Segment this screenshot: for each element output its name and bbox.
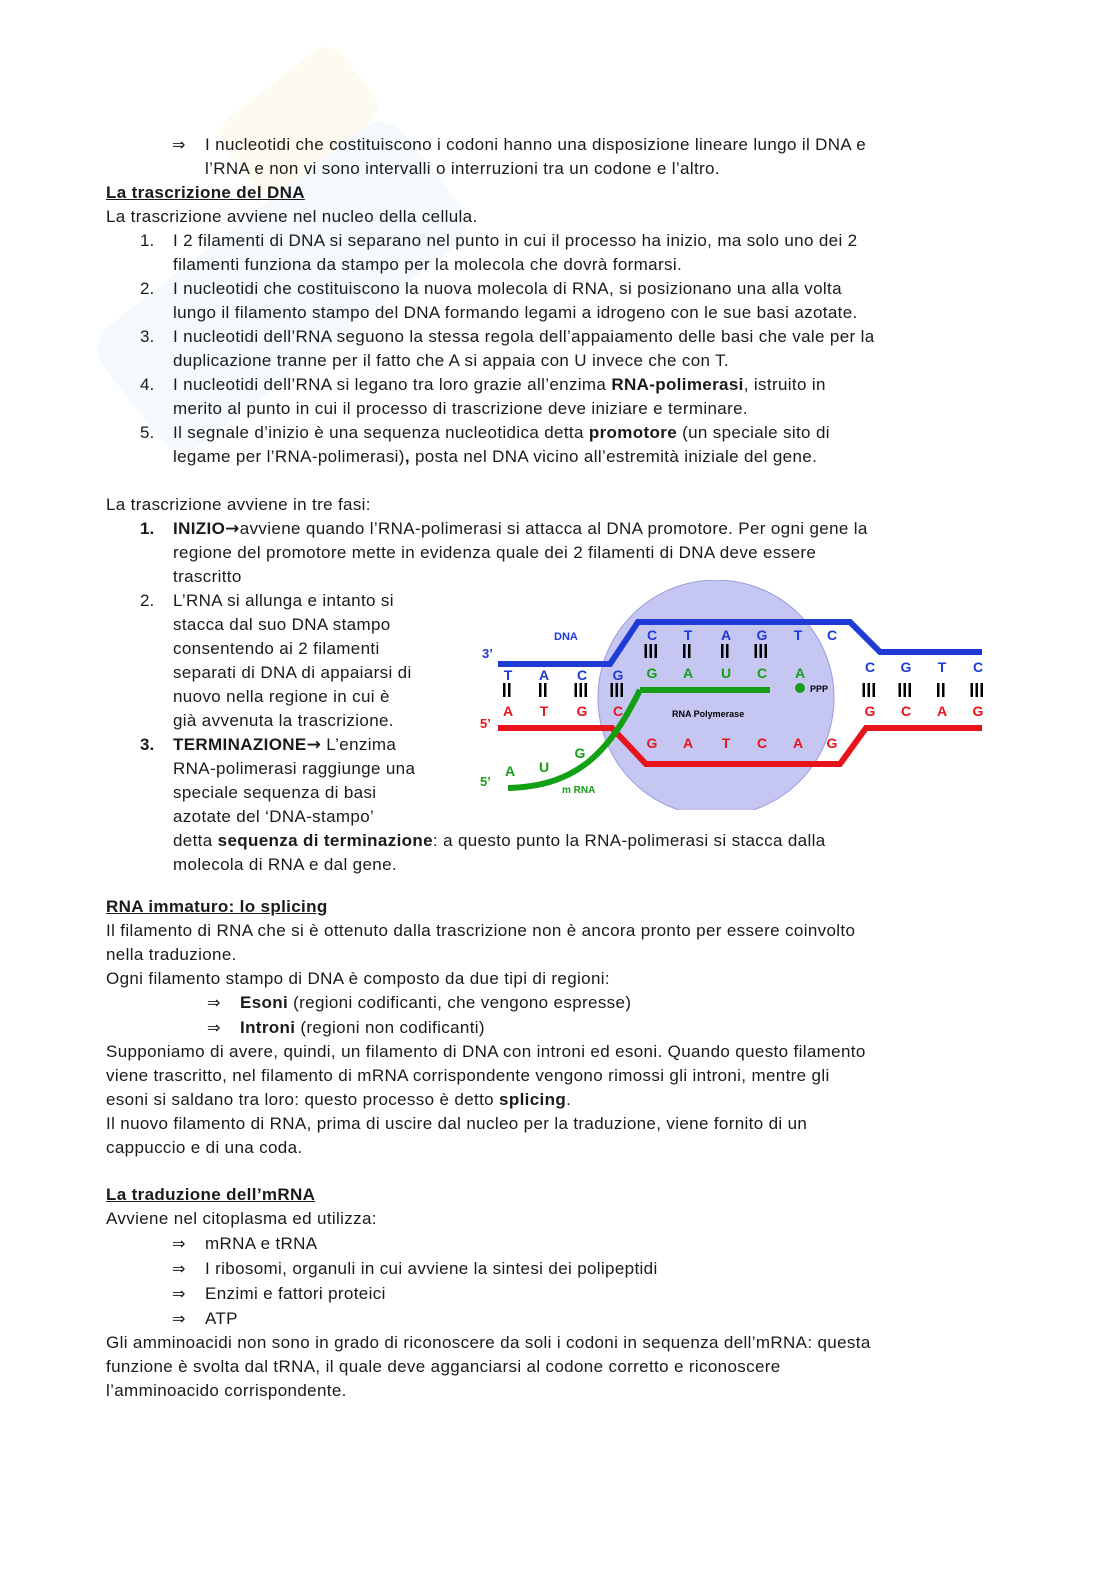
step-number: 4. [140,375,155,394]
base-letter: A [502,703,514,719]
section-heading-transcription: La trascrizione del DNA [106,183,305,202]
phase-2-line: consentendo ai 2 filamenti [173,639,380,658]
section-heading-translation: La traduzione dell’mRNA [106,1185,316,1204]
phase-1-line-1: INIZIO→avviene quando l’RNA-polimerasi si attacca al DNA promotore. Per ogni gene la [173,519,868,539]
translation-p-line-2: funzione è svolta dal tRNA, il quale deve agganciarsi al codone corretto e riconoscere [106,1357,781,1376]
step-3-line-2: duplicazione tranne per il fatto che A si appaia con U invece che con T. [173,351,730,370]
phase-2-line: stacca dal suo DNA stampo [173,615,391,634]
base-pair-bars [611,683,624,697]
ppp-label: PPP [810,684,829,694]
step-5-line-2: legame per l’RNA-polimerasi), posta nel DNA vicino all’estremità iniziale del gene. [173,447,818,466]
phase-2-line: separati di DNA di appaiarsi di [173,663,412,682]
base-letter: T [793,627,803,643]
phase-3-line-final: molecola di RNA e dal gene. [173,855,397,874]
step-3-line-1: I nucleotidi dell’RNA seguono la stessa regola dell’appaiamento delle basi che vale per la [173,327,875,346]
base-letter: G [826,735,838,751]
step-number: 2. [140,279,155,298]
base-pair-bars [539,683,547,697]
base-letter: C [972,659,984,675]
translation-item: ATP [205,1309,238,1328]
base-pair-bars [971,683,984,697]
base-pair-bars [503,683,511,697]
base-letter: G [972,703,984,719]
polymerase-label: RNA Polymerase [672,709,745,719]
base-letter: G [646,735,658,751]
step-5-line-1: Il segnale d’inizio è una sequenza nucleotidica detta promotore (un speciale sito di [173,423,830,442]
polymerase-bubble [598,580,834,810]
splicing-p1-line-1: Il filamento di RNA che si è ottenuto dalla trascrizione non è ancora pronto per essere coinvolto [106,921,856,940]
base-letter: A [794,665,806,681]
splicing-p2: Ogni filamento stampo di DNA è composto da due tipi di regioni: [106,969,610,988]
splicing-p4-line-1: Il nuovo filamento di RNA, prima di uscire dal nucleo per la traduzione, viene fornito di un [106,1114,808,1133]
base-letter: G [756,627,768,643]
base-letter: G [646,665,658,681]
base-letter: C [646,627,658,643]
end-3-label: 3’ [482,646,493,661]
translation-p-line-3: l’amminoacido corrispondente. [106,1381,347,1400]
arrow-bullet-icon: ⇒ [172,1259,186,1278]
base-letter: T [721,735,731,751]
splicing-item-introni: Introni (regioni non codificanti) [240,1018,485,1037]
intro-line-2: l’RNA e non vi sono intervalli o interruzioni tra un codone e l’altro. [205,159,720,178]
transcription-intro: La trascrizione avviene nel nucleo della cellula. [106,207,478,226]
step-4-line-1: I nucleotidi dell’RNA si legano tra loro grazie all’enzima RNA-polimerasi, istruito in [173,375,826,394]
arrow-bullet-icon: ⇒ [207,993,221,1012]
base-letter: C [826,627,838,643]
base-letter: T [937,659,947,675]
phase-2-line: già avvenuta la trascrizione. [173,711,394,730]
mrna-label: m RNA [562,785,596,796]
phase-number: 3. [140,735,155,754]
base-letter: A [538,667,550,683]
arrow-bullet-icon: ⇒ [172,1284,186,1303]
base-letter: A [504,763,516,779]
section-heading-splicing: RNA immaturo: lo splicing [106,897,328,916]
step-number: 3. [140,327,155,346]
base-letter: A [792,735,804,751]
translation-intro: Avviene nel citoplasma ed utilizza: [106,1209,377,1228]
right-arrow-icon: → [306,735,322,755]
base-pair-bars [937,683,945,697]
splicing-p3-line-2: viene trascritto, nel filamento di mRNA corrispondente vengono rimossi gli introni, mentre gli [106,1066,830,1085]
step-4-line-2: merito al punto in cui il processo di trascrizione deve iniziare e terminare. [173,399,748,418]
step-2-line-2: lungo il filamento stampo del DNA formando legami a idrogeno con le sue basi azotate. [173,303,858,322]
base-letter: C [756,735,768,751]
phase-3-line: speciale sequenza di basi [173,783,377,802]
base-letter: C [576,667,588,683]
splicing-p3-line-1: Supponiamo di avere, quindi, un filamento di DNA con introni ed esoni. Quando questo filamento [106,1042,866,1061]
base-letter: G [574,745,586,761]
base-letter: C [612,703,624,719]
step-number: 5. [140,423,155,442]
base-pair-bars [755,644,768,658]
base-pair-bars [899,683,912,697]
base-letter: G [576,703,588,719]
base-pair-bars [575,683,588,697]
base-pair-bars [863,683,876,697]
splicing-p3-line-3: esoni si saldano tra loro: questo processo è detto splicing. [106,1090,572,1109]
phase-2-line: L’RNA si allunga e intanto si [173,591,394,610]
base-letter: U [720,665,732,681]
base-letter: G [864,703,876,719]
base-letter: G [900,659,912,675]
base-letter: C [756,665,768,681]
step-2-line-1: I nucleotidi che costituiscono la nuova molecola di RNA, si posizionano una alla volta [173,279,842,298]
phase-2-line: nuovo nella regione in cui è [173,687,390,706]
base-letter: C [900,703,912,719]
translation-item: Enzimi e fattori proteici [205,1284,386,1303]
splicing-p4-line-2: cappuccio e di una coda. [106,1138,303,1157]
right-arrow-icon: → [225,519,240,539]
step-number: 1. [140,231,155,250]
arrow-bullet-icon: ⇒ [172,1309,186,1328]
phase-number: 2. [140,591,155,610]
base-letter: U [538,759,550,775]
end-5-label: 5’ [480,774,491,789]
arrow-bullet-icon: ⇒ [172,135,186,154]
arrow-bullet-icon: ⇒ [207,1018,221,1037]
base-letter: T [503,667,513,683]
phase-number: 1. [140,519,155,538]
end-5-label: 5’ [480,716,491,731]
translation-item: mRNA e tRNA [205,1234,318,1253]
phase-3-line-1: TERMINAZIONE→ L’enzima [173,735,397,755]
arrow-bullet-icon: ⇒ [172,1234,186,1253]
base-letter: T [683,627,693,643]
base-letter: A [682,665,694,681]
translation-p-line-1: Gli amminoacidi non sono in grado di riconoscere da soli i codoni in sequenza dell’mRNA: questa [106,1333,871,1352]
base-letter: G [612,667,624,683]
translation-item: I ribosomi, organuli in cui avviene la sintesi dei polipeptidi [205,1259,658,1278]
base-letter: A [682,735,694,751]
transcription-diagram [470,580,1000,810]
base-letter: C [864,659,876,675]
base-letter: T [539,703,549,719]
phase-1-line-3: trascritto [173,567,242,586]
phase-3-line-last: detta sequenza di terminazione: a questo punto la RNA-polimerasi si stacca dalla [173,831,826,850]
splicing-item-esoni: Esoni (regioni codificanti, che vengono espresse) [240,993,632,1012]
splicing-p1-line-2: nella traduzione. [106,945,237,964]
phase-3-line: RNA-polimerasi raggiunge una [173,759,416,778]
ppp-dot [795,683,805,693]
base-letter: A [936,703,948,719]
phase-1-line-2: regione del promotore mette in evidenza quale dei 2 filamenti di DNA deve essere [173,543,817,562]
phases-intro: La trascrizione avviene in tre fasi: [106,495,371,514]
step-1-line-2: filamenti funziona da stampo per la molecola che dovrà formarsi. [173,255,683,274]
base-letter: A [720,627,732,643]
step-1-line-1: I 2 filamenti di DNA si separano nel punto in cui il processo ha inizio, ma solo uno dei 2 [173,231,858,250]
dna-label: DNA [554,631,578,643]
base-pair-bars [645,644,658,658]
phase-3-line: azotate del ‘DNA-stampo’ [173,807,375,826]
intro-line-1: I nucleotidi che costituiscono i codoni hanno una disposizione lineare lungo il DNA e [205,135,867,154]
